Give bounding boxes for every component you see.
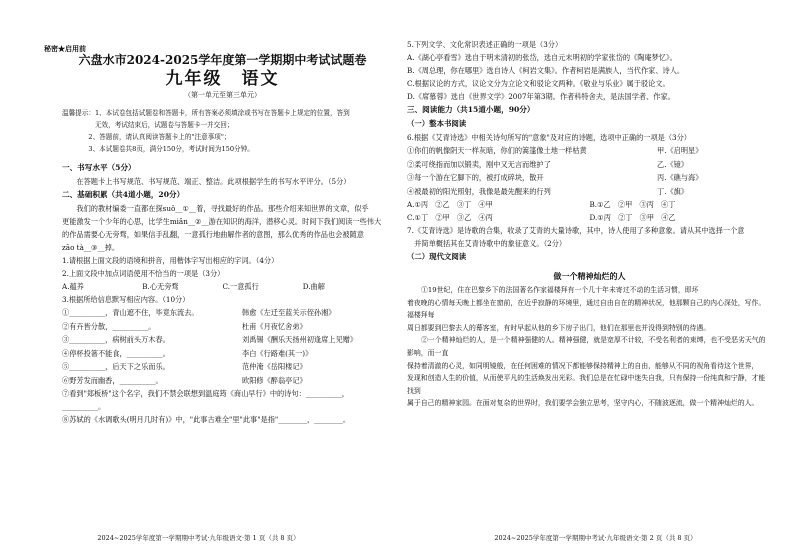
q6-item [407, 171, 772, 185]
q6-item-text: ④被最初的阳光照射，我像是最先醒来的行列 [407, 186, 551, 196]
recite-item [62, 320, 383, 334]
option-c: C.①丁 ②甲 ③乙 ④丙 [407, 213, 493, 222]
recite-text: ①__________，青山遮不住，毕竟东流去。 [62, 308, 199, 317]
article-line: ①19世纪，住在巴黎乡下的法国著名作家福楼拜有一个几十年未寄过不动的生活习惯，即坏 [421, 286, 699, 294]
page-footer-left: 2024~2025学年度第一学期期中考试·九年级语文·第 1 页（共 8 页） [97, 534, 300, 542]
option-d: D.①丙 ②丁 ③甲 ④乙 [589, 213, 676, 222]
recite-text: ②有卉皆分散，__________。 [62, 321, 156, 331]
section-3-title: 三、阅读能力（共15道小题，90分） [407, 105, 535, 114]
passage-line: 的作品需要心无旁骛，如果信手乱翻，一意孤行地曲解作者的意图，那么优秀的作品也会被随意 [62, 230, 364, 239]
question-3: 3.根据所给信息默写相应内容。（10分） [62, 295, 190, 304]
article-line: 保持着清澈的心灵，如同明镜般，在任何困难的情况下都能够保持精神上的自由，能够从不同的视角看待这个世界， [407, 361, 759, 370]
option-a: A.蕴养 [62, 282, 84, 291]
article-line: 周日都要到巴黎去人的幕客室，有时早起从他的乡下房子出门，他们在那里也并没得到特别的待遇。 [407, 323, 711, 332]
question-5: 5.下列文学、文化常识表述正确的一项是（3分） [407, 40, 563, 49]
passage-line: zāo tà__③__掉。 [62, 243, 120, 252]
subsection-1: （一）整本书阅读 [407, 119, 467, 128]
recite-item [62, 333, 383, 347]
recite-source: 欧阳修《醉翁亭记》 [242, 375, 307, 385]
recite-text: ④停杯投箸不能食，__________。 [62, 348, 170, 358]
article-body [407, 284, 772, 434]
recite-item-7-cont: __________。 [62, 402, 106, 411]
q6-item-title: 乙.《镜》 [657, 159, 689, 169]
article-line: ②一个精神灿烂的人，是一个精神强健的人。精神强健，就是宽厚不计较，不受名利者的束缚，也不受恶劣天气的影响，而一直 [407, 336, 766, 357]
q6-options-row2 [407, 211, 772, 224]
recite-text: ⑤__________，后天下之乐而乐。 [62, 362, 170, 371]
tip-line: 3、本试题卷共8页，满分150分，考试时间为150分钟。 [62, 145, 254, 153]
recite-text: ⑥野芳发而幽香，__________。 [62, 375, 163, 385]
recite-item [62, 347, 383, 361]
q6-item-text: ③每一个游在它脚下的，被打成碎块，散开 [407, 173, 544, 182]
recite-item [62, 374, 383, 388]
recite-item [62, 306, 383, 320]
tip-line: 2、答题前，请认真阅读答题卡上的"注意事项"； [62, 133, 231, 141]
q6-item-title: 丁.《旗》 [657, 186, 689, 196]
recite-source: 韩愈《左迁至蓝关示侄孙湘》 [242, 308, 336, 317]
question-2: 2.上面文段中加点词语使用不恰当的一项是（3分） [62, 269, 225, 278]
exam-scope: （第一单元至第三单元） [184, 91, 261, 99]
option-d: D.曲解 [302, 282, 325, 291]
q6-options-row1 [407, 198, 772, 211]
question-1: 1.请根据上面文段的语境和拼音，用楷体字写出相应的字词。（4分） [62, 256, 279, 265]
recite-source: 杜甫《月夜忆舍弟》 [242, 321, 307, 331]
tip-line: 无效，考试结束后，试题卷与答题卡一并交回； [62, 121, 234, 129]
recite-source: 范仲淹《岳阳楼记》 [242, 362, 307, 371]
article-line: 发现和创造人生的价值，从而使平凡的生活焕发出光彩。我们总是在忙碌中迷失自我，只有保持一份纯真和宁静，才能找到 [407, 374, 766, 395]
q6-item [407, 158, 772, 172]
option-b: B.①乙 ②甲 ③丙 ④丁 [589, 200, 676, 209]
option-a: A.①丙 ②乙 ③丁 ④甲 [407, 200, 493, 209]
question-6: 6.根据《艾青诗选》中相关诗句所写的"意象"及对应的诗题，选项中正确的一项是（3分） [407, 133, 691, 142]
section-2-title: 二、基础积累（共4道小题，20分） [62, 190, 185, 199]
question-2-options [62, 280, 383, 293]
exam-title: 六盘水市2024-2025学年度第一学期期中考试试题卷 [78, 53, 367, 67]
recite-item-8: ⑧苏轼的《水调歌头(明月几时有)》中，"此事古难全"里"此事"是指"________，________。 [62, 415, 351, 424]
recite-source: 李白《行路难(其一)》 [242, 348, 313, 358]
tip-line: 温馨提示：1、本试卷包括试题卷和答题卡，所有答案必须填涂或书写在答题卡上规定的位置，答到 [62, 109, 350, 117]
page-footer-right: 2024~2025学年度第一学期期中考试·九年级语文·第 2 页（共 8 页） [494, 534, 697, 542]
page-right [397, 0, 794, 550]
article-title: 做一个精神灿烂的人 [553, 271, 626, 281]
recite-source: 刘禹锡《酬乐天扬州初逢席上见赠》 [242, 335, 358, 344]
secret-label: 秘密★启用前 [44, 44, 86, 53]
question-7-cont: 并简单概括其在艾青诗歌中的象征意义。（2分） [407, 239, 567, 248]
q6-item-text: ①你们的帆像阴天一样灰暗，你们的篙篷像土地一样枯黄 [407, 146, 587, 155]
article-line: 着夜晚的心情每天晚上都坐在窗前，在近乎寂静的环境里，通过自由自在的精神状况，他那颗自己的内心深处，写作。福楼拜每 [407, 298, 766, 320]
option-c: C.一意孤行 [222, 282, 259, 291]
q6-item [407, 185, 772, 199]
section-1-text: 在答题卡上书写规范、书写规范、端正、整洁。此项根据学生的书写水平评分。（5分） [62, 177, 351, 186]
q5-option-c: C.根据议论的方式，议论文分为立论文和驳论文两种。《敬业与乐业》属于驳论文。 [407, 79, 670, 88]
q5-option-a: A.《湖心亭看雪》选自于明末清初的张岱，选自元末明初的学家张岱的《陶庵梦忆》。 [407, 53, 677, 62]
q6-item-text: ②柔可绕指而加以锻卖，刚中又无言而维护了 [407, 159, 551, 169]
q6-item [407, 144, 772, 158]
q6-item-title: 甲.《启明星》 [657, 146, 703, 155]
section-1-title: 一、书写水平（5分） [62, 163, 136, 172]
question-7: 7.《艾青诗选》是诗歌的合集，收录了艾青的大量诗歌，其中，诗人使用了多种意象。请从其中选择一个意 [407, 226, 745, 235]
option-b: B.心无旁骛 [142, 282, 179, 291]
recite-item-7: ⑦看到"郑板桥"这个名字，我们不禁会联想到温庭筠《商山早行》中的诗句：__________， [62, 389, 349, 398]
tips-block [62, 107, 383, 155]
subject-title: 九年级 语文 [165, 69, 280, 89]
recite-item [62, 360, 383, 374]
recite-text: ③__________，病树前头万木春。 [62, 335, 170, 344]
subsection-2: （二）现代文阅读 [407, 252, 467, 261]
q5-option-b: B.《周总理，你在哪里》选自诗人《柯岩文集》。作者柯岩是满族人，当代作家、诗人。 [407, 66, 685, 75]
q6-item-title: 丙.《礁与海》 [657, 173, 703, 182]
article-line: 属于自己的精神家园。在面对复杂的世界时，我们要学会独立思考，坚守内心，不随波逐流，做一个精神灿烂的人。 [407, 399, 759, 408]
q5-option-d: D.《席慕蓉》选自《世界文学》2007年第3期。作者科特舍夫，是法国学者、作家。 [407, 92, 675, 101]
passage-line: 我们的教材编委一直都在探suǒ__①__着，寻找最好的作品。那些介绍来知世界的文章，似乎 [62, 204, 369, 213]
passage-line: 更能激发一个少年的心思，比学生miǎn__②__游在知识的海洋，潜移心灵。时间下我们阅读一些伟大 [62, 217, 382, 226]
